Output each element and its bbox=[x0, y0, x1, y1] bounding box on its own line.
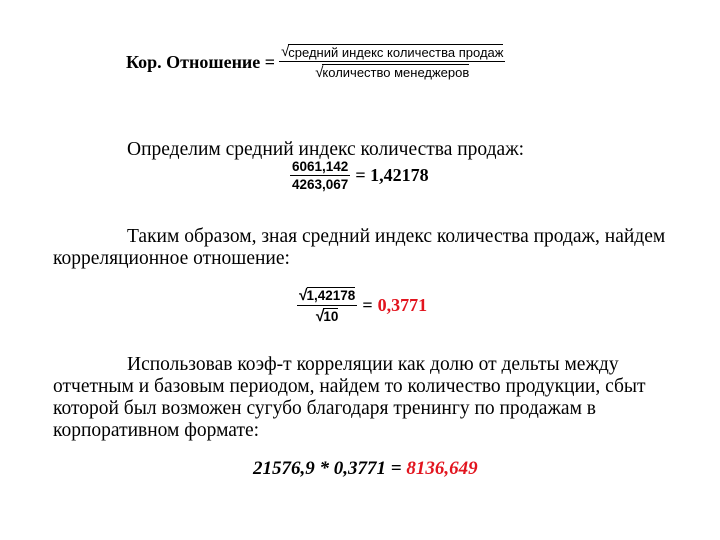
formula-fraction: √ средний индекс количества продаж √ количество менеджеров bbox=[281, 43, 504, 81]
paragraph-production-line4: корпоративном формате: bbox=[53, 420, 260, 441]
average-index-fraction bbox=[290, 160, 350, 191]
paragraph-correlation bbox=[53, 226, 713, 270]
correlation-ratio-fraction: √ 1,42178 √ 10 bbox=[299, 287, 356, 326]
formula-label: Кор. Отношение = bbox=[126, 51, 276, 72]
final-calculation bbox=[253, 458, 478, 480]
formula-numerator: средний индекс количества продаж bbox=[288, 45, 504, 60]
correlation-equals: = bbox=[362, 295, 373, 316]
average-index-numerator: 6061,142 bbox=[292, 159, 349, 174]
correlation-result: 0,3771 bbox=[377, 295, 428, 316]
average-index-denominator: 4263,067 bbox=[292, 176, 349, 192]
paragraph-production-line1: Использовав коэф-т корреляции как долю от дельты между bbox=[127, 354, 619, 375]
formula-denominator: количество менеджеров bbox=[322, 65, 470, 81]
paragraph-production-line2: отчетным и базовым периодом, найдем то количество продукции, сбыт bbox=[53, 376, 646, 397]
final-expression: 21576,9 * 0,3771 = bbox=[253, 458, 402, 479]
correlation-denominator: 10 bbox=[323, 308, 339, 324]
correlation-ratio-formula bbox=[126, 44, 505, 81]
paragraph-correlation-line2: корреляционное отношение: bbox=[53, 248, 290, 269]
paragraph-production-line3: которой был возможен сугубо благодаря тренингу по продажам в bbox=[53, 398, 597, 419]
correlation-numerator: 1,42178 bbox=[306, 288, 356, 303]
final-result: 8136,649 bbox=[406, 458, 478, 479]
average-index-result: = 1,42178 bbox=[355, 165, 429, 185]
average-index-calc bbox=[290, 160, 429, 191]
correlation-ratio-calc bbox=[297, 287, 427, 325]
paragraph-production bbox=[53, 354, 713, 442]
paragraph-define-index: Определим средний индекс количества продаж: bbox=[127, 139, 525, 160]
paragraph-correlation-line1: Таким образом, зная средний индекс количества продаж, найдем bbox=[127, 226, 666, 247]
